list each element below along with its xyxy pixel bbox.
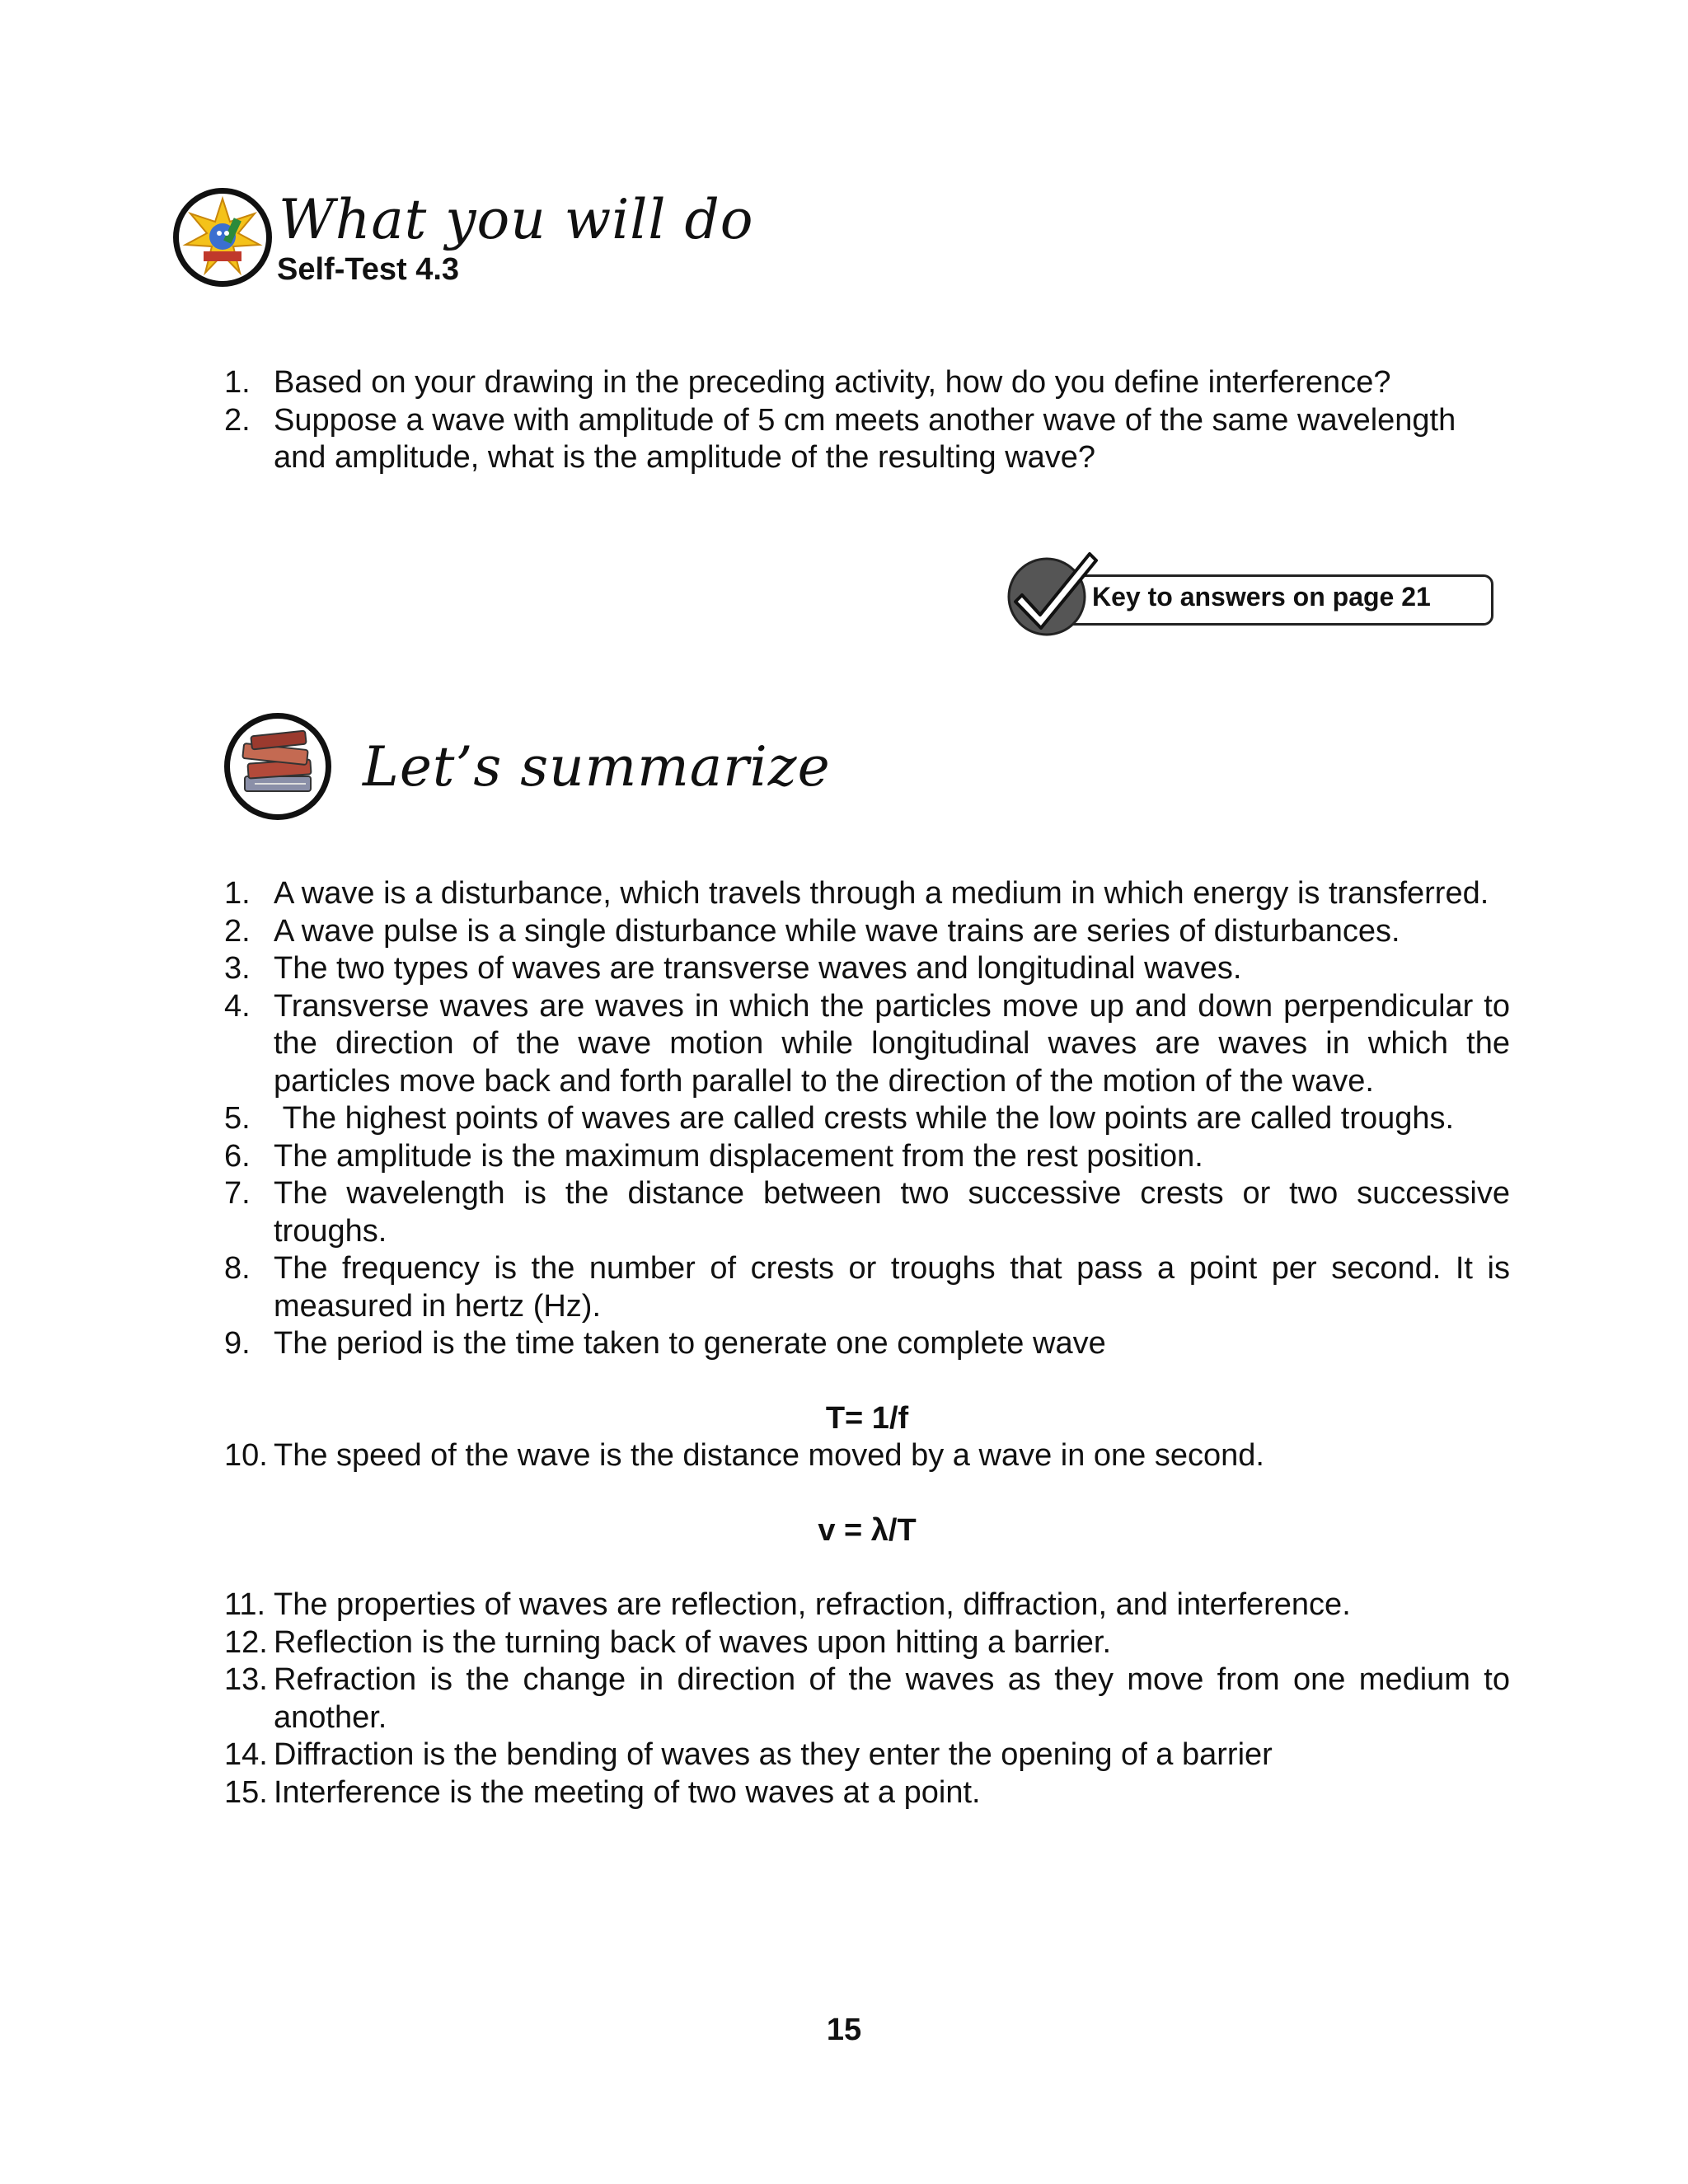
checkmark-icon xyxy=(1004,546,1103,640)
item-text: The period is the time taken to generate one complete wave xyxy=(274,1326,1106,1361)
item-text: Diffraction is the bending of waves as they enter the opening of a barrier xyxy=(274,1737,1273,1772)
item-number: 11. xyxy=(224,1587,266,1622)
books-icon xyxy=(224,713,331,820)
section-title-what-you-will-do: What you will do xyxy=(279,188,754,251)
spacer xyxy=(224,1363,1510,1400)
item-number: 7. xyxy=(224,1176,251,1211)
item-number: 2. xyxy=(224,402,251,438)
item-text: Transverse waves are waves in which the particles move up and down perpendicular to the direction of the wave motion while longitudinal waves are waves in which the particles move back and forth parallel to the direction of the motion of the wave. xyxy=(274,988,1510,1099)
list-item xyxy=(224,364,1510,402)
item-number: 1. xyxy=(224,365,251,400)
item-text: Refraction is the change in direction of the waves as they move from one medium to another. xyxy=(274,1662,1510,1735)
self-test-questions xyxy=(224,364,1510,477)
list-item xyxy=(224,1250,1510,1325)
item-number: 8. xyxy=(224,1251,251,1286)
item-text: A wave pulse is a single disturbance while wave trains are series of disturbances. xyxy=(274,913,1400,949)
item-number: 12. xyxy=(224,1624,268,1660)
item-text: A wave is a disturbance, which travels through a medium in which energy is transferred. xyxy=(274,876,1489,911)
item-number: 5. xyxy=(224,1101,251,1136)
item-text: Suppose a wave with amplitude of 5 cm meets another wave of the same wavelength and amplitude, what is the amplitude of the resulting wave? xyxy=(274,402,1456,475)
list-item xyxy=(224,1586,1510,1624)
list-item xyxy=(224,1175,1510,1250)
spacer xyxy=(224,1549,1510,1586)
item-number: 1. xyxy=(224,876,251,911)
spacer xyxy=(224,1475,1510,1512)
item-number: 3. xyxy=(224,951,251,986)
list-item xyxy=(224,1437,1510,1475)
list-item xyxy=(224,1774,1510,1812)
speed-formula: v = λ/T xyxy=(818,1512,917,1548)
item-text: The frequency is the number of crests or troughs that pass a point per second. It is measured in hertz (Hz). xyxy=(274,1251,1510,1324)
list-item xyxy=(224,1138,1510,1176)
list-item xyxy=(224,1325,1510,1363)
item-text: The speed of the wave is the distance moved by a wave in one second. xyxy=(274,1438,1264,1473)
list-item xyxy=(224,875,1510,913)
page-number: 15 xyxy=(826,2013,862,2047)
item-text: Interference is the meeting of two waves at a point. xyxy=(274,1774,981,1810)
list-item xyxy=(224,402,1510,477)
section-title-lets-summarize: Let’s summarize xyxy=(363,735,831,799)
item-number: 14. xyxy=(224,1737,268,1772)
item-number: 10. xyxy=(224,1438,268,1473)
list-item xyxy=(224,950,1510,988)
list-item xyxy=(224,1661,1510,1736)
list-item xyxy=(224,1100,1510,1138)
list-item xyxy=(224,1736,1510,1774)
key-to-answers-label: Key to answers on page 21 xyxy=(1092,582,1431,612)
item-number: 6. xyxy=(224,1138,251,1174)
item-text: Reflection is the turning back of waves upon hitting a barrier. xyxy=(274,1624,1112,1660)
item-number: 15. xyxy=(224,1774,268,1810)
item-number: 2. xyxy=(224,913,251,949)
item-text: The wavelength is the distance between two successive crests or two successive troughs. xyxy=(274,1176,1510,1249)
self-test-label: Self-Test 4.3 xyxy=(277,252,460,287)
item-text: Based on your drawing in the preceding activity, how do you define interference? xyxy=(274,365,1391,400)
item-number: 9. xyxy=(224,1326,251,1361)
period-formula: T= 1/f xyxy=(825,1400,909,1436)
list-item xyxy=(224,988,1510,1101)
item-number: 4. xyxy=(224,988,251,1024)
item-text: The properties of waves are reflection, refraction, diffraction, and interference. xyxy=(274,1587,1351,1622)
list-item xyxy=(224,913,1510,951)
item-number: 13. xyxy=(224,1662,268,1697)
scientist-icon xyxy=(173,188,272,287)
summary-list xyxy=(224,875,1510,1811)
item-text: The highest points of waves are called crests while the low points are called troughs. xyxy=(274,1101,1455,1136)
item-text: The amplitude is the maximum displacement from the rest position. xyxy=(274,1138,1203,1174)
list-item xyxy=(224,1624,1510,1662)
item-text: The two types of waves are transverse waves and longitudinal waves. xyxy=(274,951,1242,986)
